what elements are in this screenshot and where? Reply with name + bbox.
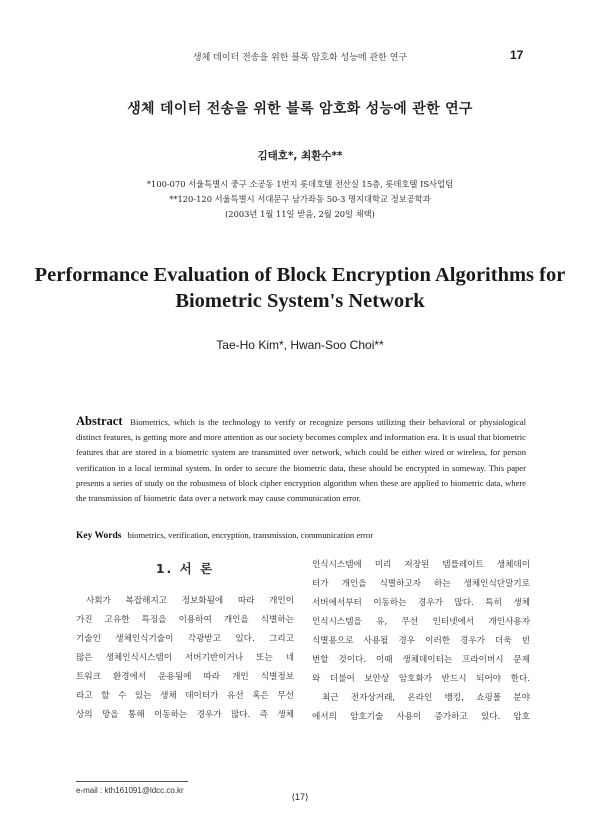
body-column-left xyxy=(76,556,294,725)
body-line: 가진 고유한 특징을 이용하여 개인을 식별하는 xyxy=(76,615,294,625)
english-title-line-2: Biometric System's Network xyxy=(175,290,425,312)
affiliation-2: **120-120 서울특별시 서대문구 남가좌동 50-3 명지대학교 정보공학과 xyxy=(169,194,431,204)
body-column-right xyxy=(312,556,530,727)
korean-authors: 김태호*, 최환수** xyxy=(257,150,343,162)
body-line: 와 더불어 보안상 암호화가 반드시 되어야 한다. xyxy=(312,674,530,684)
page-number-top: 17 xyxy=(510,48,524,62)
keywords-label: Key Words xyxy=(76,531,122,541)
body-line: 최근 전자상거래, 온라인 뱅킹, 쇼핑몰 분야 xyxy=(322,693,530,703)
footnote-divider xyxy=(76,781,188,782)
affiliation-1: *100-070 서울특별시 중구 소공동 1번지 롯데호텔 전산실 15층, 롯데호텔 IS사업팀 xyxy=(146,179,454,189)
keywords-text: biometrics, verification, encryption, transmission, communication error xyxy=(127,530,374,540)
section-heading: 1. 서 론 xyxy=(155,561,215,576)
body-line: 기술인 생체인식기술이 각광받고 있다. 그리고 xyxy=(76,634,294,644)
received-date: (2003년 1월 11일 받음, 2월 20일 채택) xyxy=(225,209,375,219)
korean-title: 생체 데이터 전송을 위한 블록 암호화 성능에 관한 연구 xyxy=(127,101,473,117)
abstract-label: Abstract xyxy=(76,414,123,428)
body-line: 인식시스템에 미리 저장된 템플레이트 생체데이 xyxy=(312,560,530,570)
keywords xyxy=(76,530,526,541)
body-line: 트워크 환경에서 운용됨에 따라 개인 식별정보 xyxy=(76,672,294,682)
english-authors: Tae-Ho Kim*, Hwan-Soo Choi** xyxy=(216,338,384,352)
body-line: 서버에서부터 이동하는 경우가 많다. 특히 생체 xyxy=(312,598,530,608)
page-number-bottom: ⟨17⟩ xyxy=(291,792,309,802)
body-line: 인식시스템을 유, 무선 인터넷에서 개인사용자 xyxy=(312,617,530,627)
english-title xyxy=(0,262,600,314)
body-line: 라고 할 수 있는 생체 데이터가 유선 혹은 무선 xyxy=(76,691,294,701)
english-title-line-1: Performance Evaluation of Block Encryption Algorithms for xyxy=(34,264,566,286)
body-line: 많은 생체인식시스템이 서버기반이거나 또는 네 xyxy=(76,653,294,663)
body-line: 사회가 복잡해지고 정보화됨에 따라 개인이 xyxy=(86,596,294,606)
body-line: 에서의 암호기술 사용이 증가하고 있다. 암호 xyxy=(312,712,530,722)
body-line: 식별용으로 사용될 경우 이러한 경우가 더욱 빈 xyxy=(312,636,530,646)
body-line: 터가 개인을 식별하고자 하는 생체인식단말기로 xyxy=(312,579,530,589)
abstract xyxy=(76,414,526,506)
footnote-email: e-mail : kth161091@ldcc.co.kr xyxy=(76,786,184,795)
body-line: 상의 망을 통해 이동하는 경우가 많다. 즉 생체 xyxy=(76,710,294,720)
body-line: 번할 것이다. 이때 생체데이터는 프라이버시 문제 xyxy=(312,655,530,665)
abstract-text: Biometrics, which is the technology to verify or recognize persons utilizing their behavioral or physiological distinct features, is getting more and more attention as our society becomes complex and information era. It is usual that biometric features that are stored in a biometric system are transmitted over network, which could be either wired or wireless, for person verification in a local terminal system. In order to secure the biometric data, these should be encrypted in someway. This paper presents a series of study on the robustness of block cipher encryption algorithm when these are applied to biometric data, where the transmission of biometric data over a network may cause communication error. xyxy=(76,417,526,504)
running-title: 생체 데이터 전송을 위한 블록 암호화 성능에 관한 연구 xyxy=(192,53,408,63)
